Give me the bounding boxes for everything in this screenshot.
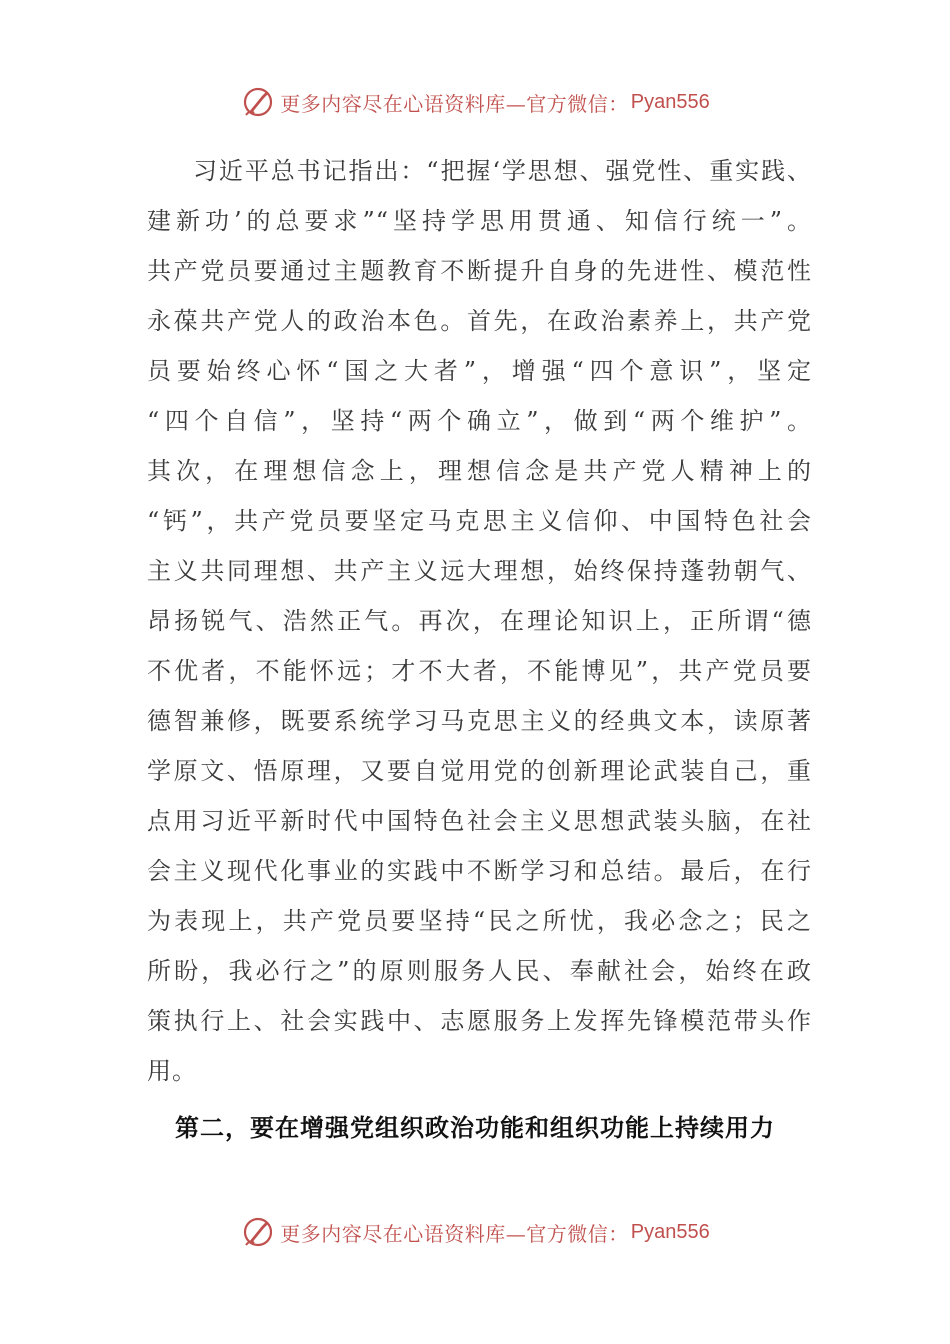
pen-nib-circle-icon <box>240 1214 276 1250</box>
paragraph-line: 学原文、悟原理，又要自觉用党的创新理论武装自己，重 <box>147 757 812 785</box>
section-heading: 第二，要在增强党组织政治功能和组织功能上持续用力 <box>175 1114 775 1142</box>
paragraph-line: 永葆共产党人的政治本色。首先，在政治素养上，共产党 <box>147 307 812 335</box>
pen-nib-circle-icon <box>240 84 276 120</box>
paragraph-line: 不优者，不能怀远；才不大者，不能博见”，共产党员要 <box>147 657 812 685</box>
paragraph-line: 用。 <box>147 1057 197 1085</box>
watermark-text: 更多内容尽在心语资料库—官方微信： <box>280 1221 629 1246</box>
paragraph-line: “四个自信”，坚持“两个确立”，做到“两个维护”。 <box>147 407 812 435</box>
watermark-handle: Pyan556 <box>630 1220 710 1243</box>
paragraph-line: 员要始终心怀“国之大者”，增强“四个意识”，坚定 <box>147 357 812 385</box>
paragraph-line: 主义共同理想、共产主义远大理想，始终保持蓬勃朝气、 <box>147 557 812 585</box>
body-paragraph <box>147 146 812 1096</box>
paragraph-line: 其次，在理想信念上，理想信念是共产党人精神上的 <box>147 457 812 485</box>
paragraph-line: 所盼，我必行之”的原则服务人民、奉献社会，始终在政 <box>147 957 812 985</box>
watermark-text: 更多内容尽在心语资料库—官方微信： <box>280 91 629 116</box>
footer-watermark <box>0 1212 950 1252</box>
paragraph-line: 共产党员要通过主题教育不断提升自身的先进性、模范性 <box>147 257 812 285</box>
paragraph-line: 德智兼修，既要系统学习马克思主义的经典文本，读原著 <box>147 707 812 735</box>
watermark-handle: Pyan556 <box>630 90 710 113</box>
paragraph-line: 策执行上、社会实践中、志愿服务上发挥先锋模范带头作 <box>147 1007 812 1035</box>
paragraph-line: 为表现上，共产党员要坚持“民之所忧，我必念之；民之 <box>147 907 812 935</box>
paragraph-line: 习近平总书记指出：“把握‘学思想、强党性、重实践、 <box>193 157 812 185</box>
paragraph-line: “钙”，共产党员要坚定马克思主义信仰、中国特色社会 <box>147 507 812 535</box>
paragraph-line: 会主义现代化事业的实践中不断学习和总结。最后，在行 <box>147 857 812 885</box>
paragraph-line: 昂扬锐气、浩然正气。再次，在理论知识上，正所谓“德 <box>147 607 812 635</box>
paragraph-line: 点用习近平新时代中国特色社会主义思想武装头脑，在社 <box>147 807 812 835</box>
paragraph-line: 建新功’的总要求”“坚持学思用贯通、知信行统一”。 <box>147 207 812 235</box>
header-watermark <box>0 82 950 122</box>
